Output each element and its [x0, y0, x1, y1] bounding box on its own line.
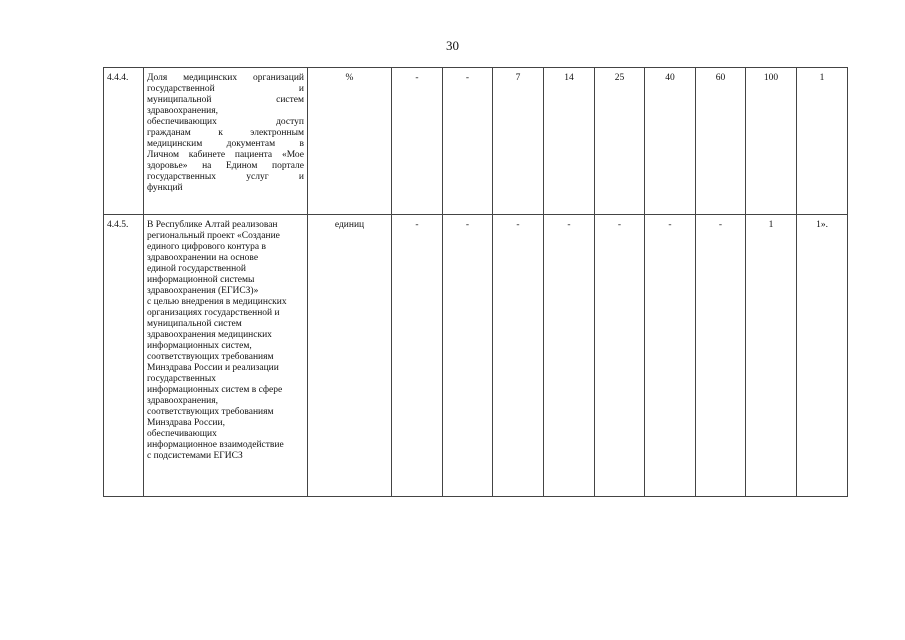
description-line: соответствующих требованиям: [147, 352, 274, 362]
value-cell: -: [544, 215, 595, 497]
value-cell: 60: [696, 68, 746, 215]
description-line: организациях государственной и: [147, 308, 280, 318]
description-line: соответствующих требованиям: [147, 407, 274, 417]
description-line: здравоохранения,: [147, 106, 218, 116]
description-line: функций: [147, 183, 183, 193]
description-line: информационных систем,: [147, 341, 252, 351]
description-line: информационных систем в сфере: [147, 385, 283, 395]
description-line: муниципальной систем: [147, 319, 242, 329]
description-line: медицинским документам в: [147, 139, 304, 149]
row-number: 4.4.4.: [104, 68, 144, 215]
page-number: 30: [446, 38, 459, 53]
value-cell: 100: [746, 68, 797, 215]
unit-cell: %: [308, 68, 392, 215]
description-line: здравоохранения (ЕГИСЗ)»: [147, 286, 259, 296]
row-number: 4.4.5.: [104, 215, 144, 497]
description-line: здравоохранения,: [147, 396, 218, 406]
description-line: Минздрава России,: [147, 418, 225, 428]
value-cell: -: [392, 215, 443, 497]
value-cell: 7: [493, 68, 544, 215]
value-cell: -: [392, 68, 443, 215]
description-line: Доля медицинских организаций: [147, 73, 304, 83]
description-line: государственных услуг и: [147, 172, 304, 182]
description-line: с подсистемами ЕГИСЗ: [147, 451, 243, 461]
value-cell: -: [645, 215, 696, 497]
description-line: гражданам к электронным: [147, 128, 304, 138]
value-cell: -: [696, 215, 746, 497]
description-line: информационное взаимодействие: [147, 440, 284, 450]
description-line: информационной системы: [147, 275, 255, 285]
description-line: Минздрава России и реализации: [147, 363, 279, 373]
value-cell: 40: [645, 68, 696, 215]
value-cell: 1: [797, 68, 848, 215]
indicator-description: [144, 68, 308, 215]
table-row: [104, 215, 848, 497]
description-line: государственной и: [147, 84, 304, 94]
description-line: единой государственной: [147, 264, 247, 274]
description-line: региональный проект «Создание: [147, 231, 280, 241]
value-cell: 25: [595, 68, 645, 215]
value-cell: 14: [544, 68, 595, 215]
description-line: В Республике Алтай реализован: [147, 220, 278, 230]
value-cell: -: [493, 215, 544, 497]
description-line: с целью внедрения в медицинских: [147, 297, 287, 307]
description-line: здравоохранения медицинских: [147, 330, 272, 340]
unit-cell: единиц: [308, 215, 392, 497]
description-line: Личном кабинете пациента «Мое: [147, 150, 304, 160]
table-row: [104, 68, 848, 215]
indicator-description: [144, 215, 308, 497]
value-cell: -: [443, 68, 493, 215]
value-cell: -: [443, 215, 493, 497]
value-cell: 1: [746, 215, 797, 497]
indicators-table: [103, 67, 848, 497]
description-line: здоровье» на Едином портале: [147, 161, 304, 171]
value-cell: 1».: [797, 215, 848, 497]
value-cell: -: [595, 215, 645, 497]
description-line: единого цифрового контура в: [147, 242, 266, 252]
description-line: государственных: [147, 374, 217, 384]
description-line: здравоохранении на основе: [147, 253, 259, 263]
description-line: обеспечивающих: [147, 429, 217, 439]
description-line: обеспечивающих доступ: [147, 117, 304, 127]
description-line: муниципальной систем: [147, 95, 304, 105]
